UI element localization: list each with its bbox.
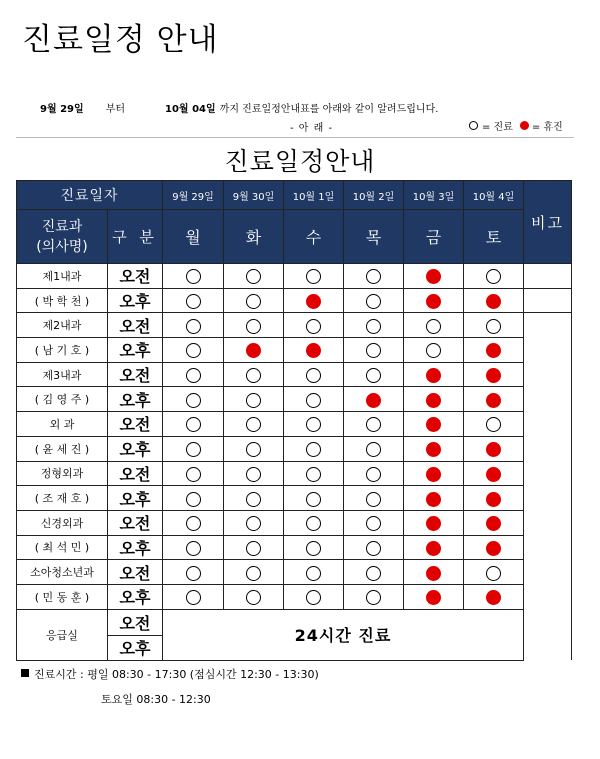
date-cell: 9월 30일 [224,181,284,210]
open-circle-icon [366,368,381,383]
schedule-table [16,180,572,661]
status-cell [163,584,224,609]
status-cell [404,510,464,535]
status-cell [404,412,464,437]
open-circle-icon [246,393,261,408]
legend [469,118,563,133]
notice-to-text: 까지 진료일정안내표를 아래와 같이 알려드립니다. [219,104,439,115]
open-circle-icon [186,269,201,284]
am-label: 오전 [108,313,163,338]
status-cell [163,510,224,535]
status-cell [224,510,284,535]
red-dot-icon [426,590,441,605]
red-dot-icon [426,368,441,383]
open-circle-icon [246,368,261,383]
red-dot-icon [426,294,441,309]
status-cell [224,264,284,289]
status-cell [344,288,404,313]
pm-label: 오후 [108,584,163,609]
status-cell [464,584,524,609]
notice-from-date: 9월 29일 [40,104,84,115]
red-dot-icon [426,467,441,482]
status-cell [404,362,464,387]
open-circle-icon [366,269,381,284]
status-cell [284,387,344,412]
am-label: 오전 [108,264,163,289]
open-circle-icon [306,566,321,581]
status-cell [163,313,224,338]
status-cell [284,584,344,609]
open-circle-icon [366,294,381,309]
red-dot-icon [246,343,261,358]
am-label: 오전 [108,461,163,486]
status-cell [284,288,344,313]
red-dot-icon [426,566,441,581]
dept-name: 제2내과 [17,313,108,338]
status-cell [464,510,524,535]
pm-label: 오후 [108,338,163,363]
open-circle-icon [186,442,201,457]
pm-label: 오후 [108,436,163,461]
status-cell [464,338,524,363]
red-dot-icon [486,516,501,531]
status-cell [284,436,344,461]
doctor-header-label: (의사명) [36,238,88,255]
status-cell [224,338,284,363]
red-dot-icon [486,294,501,309]
status-cell [224,436,284,461]
red-dot-icon [426,516,441,531]
date-header: 진료일자 [17,181,163,210]
legend-closed-label: = 휴진 [531,122,563,133]
weekday-cell: 토 [464,210,524,264]
open-circle-icon [186,516,201,531]
square-bullet-icon [21,669,29,677]
open-circle-icon [366,343,381,358]
table-row [17,560,572,585]
weekday-cell: 목 [344,210,404,264]
status-cell [163,486,224,511]
table-row [17,338,572,363]
dept-name: 외 과 [17,412,108,437]
open-circle-icon [486,269,501,284]
open-circle-icon [366,442,381,457]
am-label: 오전 [108,362,163,387]
status-cell [224,584,284,609]
status-cell [344,313,404,338]
open-circle-icon [306,393,321,408]
date-cell: 10월 4일 [464,181,524,210]
red-dot-icon [426,417,441,432]
table-row [17,264,572,289]
status-cell [224,461,284,486]
status-cell [464,387,524,412]
status-cell [163,264,224,289]
status-cell [464,288,524,313]
weekday-cell: 월 [163,210,224,264]
red-dot-icon [426,492,441,507]
open-circle-icon [366,467,381,482]
open-circle-icon [186,417,201,432]
open-circle-icon [306,442,321,457]
open-circle-icon [366,516,381,531]
doctor-name: ( 조 재 호 ) [17,486,108,511]
status-cell [404,264,464,289]
emergency-name: 응급실 [17,609,108,660]
open-circle-icon [486,417,501,432]
red-dot-icon [486,467,501,482]
notice-from-word: 부터 [105,104,126,115]
status-cell [284,560,344,585]
open-circle-icon [186,343,201,358]
table-row [17,510,572,535]
open-circle-icon [246,492,261,507]
open-circle-icon [306,590,321,605]
status-cell [163,387,224,412]
open-circle-icon [366,319,381,334]
status-cell [344,338,404,363]
status-cell [224,412,284,437]
status-cell [224,560,284,585]
open-circle-icon [186,541,201,556]
status-cell [344,584,404,609]
pm-label: 오후 [108,288,163,313]
open-circle-icon [306,417,321,432]
open-circle-icon [306,368,321,383]
status-cell [284,362,344,387]
status-cell [464,486,524,511]
status-cell [404,461,464,486]
open-circle-icon [186,590,201,605]
status-cell [224,387,284,412]
table-row [17,387,572,412]
open-circle-icon [486,319,501,334]
red-dot-icon [486,590,501,605]
open-circle-icon [469,121,478,130]
weekday-cell: 금 [404,210,464,264]
open-circle-icon [186,319,201,334]
note-cell [524,264,572,289]
status-cell [464,362,524,387]
date-cell: 10월 3일 [404,181,464,210]
doctor-name: ( 민 동 훈 ) [17,584,108,609]
status-cell [344,264,404,289]
note-cell [524,313,572,609]
open-circle-icon [366,492,381,507]
open-circle-icon [186,294,201,309]
dept-name: 제1내과 [17,264,108,289]
status-cell [284,486,344,511]
red-dot-icon [306,343,321,358]
dept-name: 정형외과 [17,461,108,486]
status-cell [284,338,344,363]
status-cell [163,560,224,585]
status-cell [163,338,224,363]
status-cell [163,362,224,387]
doctor-name: ( 윤 세 진 ) [17,436,108,461]
open-circle-icon [186,368,201,383]
open-circle-icon [306,319,321,334]
status-cell [464,412,524,437]
am-label: 오전 [108,412,163,437]
below-marker: - 아 래 - [290,123,334,134]
open-circle-icon [366,417,381,432]
status-cell [404,436,464,461]
table-row [17,436,572,461]
status-cell [344,560,404,585]
date-cell: 10월 1일 [284,181,344,210]
status-cell [344,436,404,461]
red-dot-icon [426,269,441,284]
status-cell [163,412,224,437]
table-title: 진료일정안내 [224,147,376,176]
emergency-note: 24시간 진료 [163,609,524,660]
red-dot-icon [486,368,501,383]
open-circle-icon [246,467,261,482]
divider [16,137,574,138]
note-cell [524,288,572,313]
doctor-name: ( 남 기 호 ) [17,338,108,363]
status-cell [404,486,464,511]
date-cell: 10월 2일 [344,181,404,210]
open-circle-icon [306,269,321,284]
open-circle-icon [306,516,321,531]
table-row [17,535,572,560]
open-circle-icon [426,343,441,358]
open-circle-icon [186,467,201,482]
table-row [17,486,572,511]
status-cell [464,264,524,289]
dept-name: 신경외과 [17,510,108,535]
open-circle-icon [366,566,381,581]
red-dot-icon [306,294,321,309]
red-dot-icon [426,541,441,556]
open-circle-icon [246,294,261,309]
status-cell [224,313,284,338]
status-cell [344,486,404,511]
open-circle-icon [246,442,261,457]
status-cell [404,560,464,585]
pm-label: 오후 [108,486,163,511]
open-circle-icon [246,516,261,531]
status-cell [224,535,284,560]
status-cell [163,535,224,560]
pm-label: 오후 [108,535,163,560]
am-label: 오전 [108,510,163,535]
status-cell [464,560,524,585]
table-row [17,362,572,387]
schedule-notice [40,100,438,115]
status-cell [284,412,344,437]
red-dot-icon [486,492,501,507]
am-label: 오전 [108,560,163,585]
open-circle-icon [306,541,321,556]
dept-header-label: 진료과 [41,218,83,235]
red-dot-icon [426,442,441,457]
status-cell [224,288,284,313]
page-title: 진료일정 안내 [22,22,219,58]
open-circle-icon [246,417,261,432]
doctor-name: ( 김 영 주 ) [17,387,108,412]
dept-name: 소아청소년과 [17,560,108,585]
status-cell [224,486,284,511]
table-row [17,313,572,338]
status-cell [284,461,344,486]
am-label: 오전 [108,609,163,635]
status-cell [404,535,464,560]
red-dot-icon [426,393,441,408]
open-circle-icon [186,492,201,507]
status-cell [404,584,464,609]
open-circle-icon [246,590,261,605]
status-cell [404,288,464,313]
open-circle-icon [366,541,381,556]
gubun-header: 구 분 [108,210,163,264]
status-cell [464,535,524,560]
open-circle-icon [246,541,261,556]
doctor-name: ( 박 학 천 ) [17,288,108,313]
open-circle-icon [426,319,441,334]
open-circle-icon [306,467,321,482]
red-dot-icon [486,541,501,556]
red-dot-icon [520,121,529,130]
open-circle-icon [366,590,381,605]
doctor-name: ( 최 석 민 ) [17,535,108,560]
date-cell: 9월 29일 [163,181,224,210]
open-circle-icon [246,269,261,284]
hours-weekday [21,666,319,682]
legend-open-label: = 진료 [482,122,513,133]
dept-header [17,210,108,264]
hours-saturday: 토요일 08:30 - 12:30 [101,693,211,706]
note-cell [524,609,572,660]
weekday-cell: 수 [284,210,344,264]
status-cell [224,362,284,387]
red-dot-icon [366,393,381,408]
status-cell [284,313,344,338]
status-cell [404,387,464,412]
emergency-row [17,609,572,635]
open-circle-icon [246,566,261,581]
status-cell [344,461,404,486]
open-circle-icon [306,492,321,507]
status-cell [344,362,404,387]
open-circle-icon [186,393,201,408]
status-cell [284,535,344,560]
table-row [17,584,572,609]
red-dot-icon [486,343,501,358]
table-row [17,288,572,313]
status-cell [404,338,464,363]
table-row [17,461,572,486]
note-header: 비고 [524,181,572,264]
status-cell [404,313,464,338]
status-cell [163,436,224,461]
pm-label: 오후 [108,635,163,660]
status-cell [284,510,344,535]
red-dot-icon [486,442,501,457]
hours-weekday-text: 진료시간 : 평일 08:30 - 17:30 (점심시간 12:30 - 13:30) [34,668,319,681]
status-cell [464,461,524,486]
red-dot-icon [486,393,501,408]
status-cell [284,264,344,289]
pm-label: 오후 [108,387,163,412]
status-cell [344,412,404,437]
status-cell [464,436,524,461]
status-cell [344,535,404,560]
open-circle-icon [486,566,501,581]
notice-to-date: 10월 04일 [165,104,216,115]
open-circle-icon [246,319,261,334]
status-cell [464,313,524,338]
status-cell [344,510,404,535]
weekday-cell: 화 [224,210,284,264]
open-circle-icon [186,566,201,581]
status-cell [163,461,224,486]
dept-name: 제3내과 [17,362,108,387]
table-row [17,412,572,437]
status-cell [344,387,404,412]
status-cell [163,288,224,313]
